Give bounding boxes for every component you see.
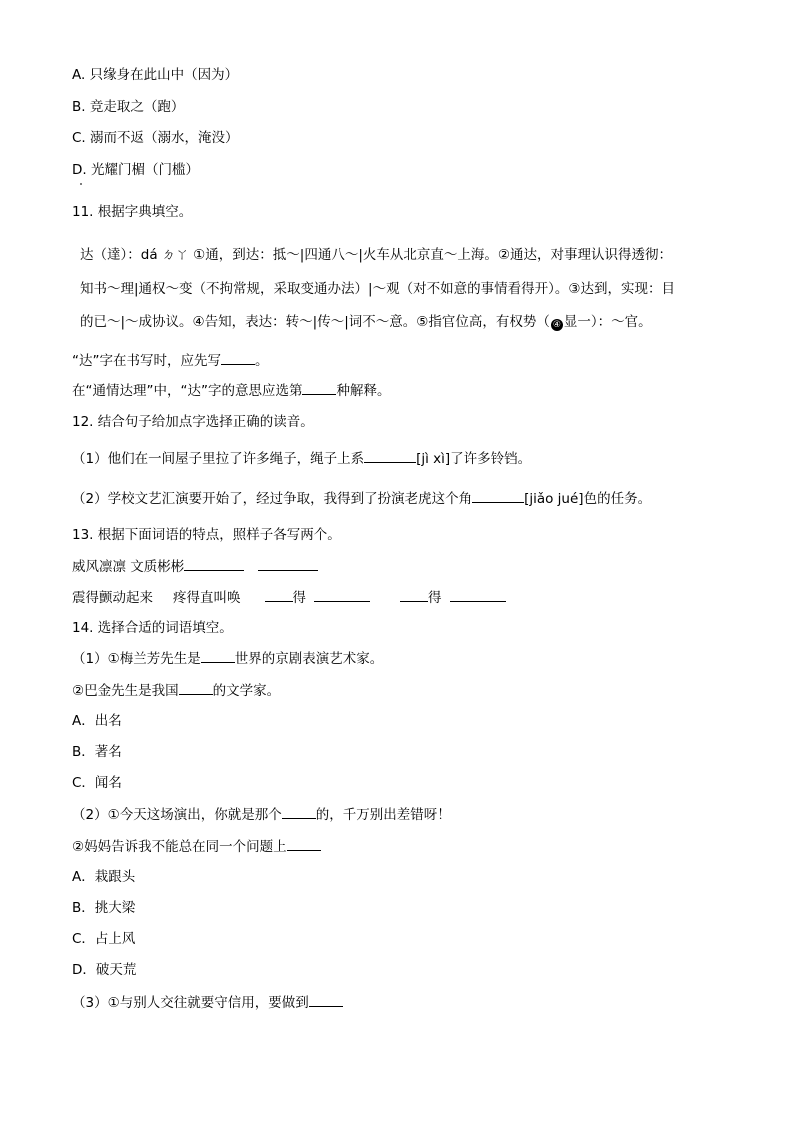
dictionary-entry-line-2: 知书～理|通权～变（不拘常规，采取变通办法）|～观（对不如意的事情看得开）。③达到，实现：目 — [80, 281, 675, 297]
answer-blank[interactable] — [201, 648, 235, 663]
answer-blank[interactable] — [221, 350, 255, 365]
choice-2b: B．挑大梁 — [72, 900, 136, 916]
answer-blank[interactable] — [282, 804, 316, 819]
question-13-row-2 — [72, 587, 506, 608]
p1c-text-b: 的文学家。 — [212, 683, 281, 699]
s2-text-b: [jiǎo jué]色的任务。 — [524, 491, 652, 507]
stray-dot — [80, 183, 82, 185]
de-char-1: 得 — [292, 590, 306, 606]
de-char-2: 得 — [428, 590, 442, 606]
choice-2a: A．栽跟头 — [72, 869, 136, 885]
p2-text-b: 的，千万别出差错呀！ — [315, 807, 451, 823]
answer-blank[interactable] — [302, 380, 336, 395]
question-12-sentence-1 — [72, 448, 531, 469]
answer-blank[interactable] — [258, 556, 318, 571]
s2-text-a: （2）学校文艺汇演要开始了，经过争取，我得到了扮演老虎这个角 — [72, 491, 473, 507]
example-words-2b: 疼得直叫唤 — [173, 590, 241, 606]
question-11-title: 11. 根据字典填空。 — [72, 204, 193, 220]
answer-blank[interactable] — [450, 587, 506, 602]
s1-text-b: [jì xì]了许多铃铛。 — [416, 451, 532, 467]
s1-text-a: （1）他们在一间屋子里拉了许多绳子，绳子上系 — [72, 451, 365, 467]
example-words-1: 威风凛凛 文质彬彬 — [72, 559, 185, 575]
choice-1a: A．出名 — [72, 713, 122, 729]
option-a: A. 只缘身在此山中（因为） — [72, 67, 239, 83]
dictionary-entry-line-3 — [80, 312, 652, 332]
answer-blank[interactable] — [184, 556, 244, 571]
p3-text-a: （3）①与别人交往就要守信用，要做到 — [72, 995, 309, 1011]
p1c-text-a: ②巴金先生是我国 — [72, 683, 179, 699]
p1-text-a: （1）①梅兰芳先生是 — [72, 651, 201, 667]
answer-blank[interactable] — [309, 992, 343, 1007]
choice-2c: C．占上风 — [72, 931, 136, 947]
sub2-text-a: 在“通情达理”中，“达”字的意思应选第 — [72, 383, 303, 399]
question-14-title: 14. 选择合适的词语填空。 — [72, 620, 233, 636]
question-13-row-1 — [72, 556, 318, 577]
choice-1b: B．著名 — [72, 744, 122, 760]
question-13-title: 13. 根据下面词语的特点，照样子各写两个。 — [72, 527, 341, 543]
answer-blank[interactable] — [314, 587, 370, 602]
answer-blank[interactable] — [364, 448, 416, 463]
question-12-sentence-2 — [72, 488, 651, 509]
dictionary-entry-line-1: 达（達）：dá ㄉㄚ ①通，到达：抵～|四通八～|火车从北京直～上海。②通达，对事理认识得透彻： — [80, 247, 672, 263]
dict3-text-a: 的已～|～成协议。④告知，表达：转～|传～|词不～意。⑤指官位高，有权势（ — [80, 314, 550, 330]
question-12-title: 12. 结合句子给加点字选择正确的读音。 — [72, 414, 314, 430]
answer-blank[interactable] — [400, 587, 428, 602]
answer-blank[interactable] — [287, 836, 321, 851]
choice-1c: C．闻名 — [72, 775, 122, 791]
choice-2d: D．破天荒 — [72, 962, 137, 978]
p2c-text: ②妈妈告诉我不能总在同一个问题上 — [72, 839, 287, 855]
question-11-sub-2 — [72, 380, 390, 401]
option-b: B. 竞走取之（跑） — [72, 99, 185, 115]
dict3-text-b: 显一）：～官。 — [563, 314, 652, 330]
question-14-part-3a — [72, 992, 343, 1013]
answer-blank[interactable] — [179, 680, 213, 695]
answer-blank[interactable] — [472, 488, 524, 503]
p1-text-b: 世界的京剧表演艺术家。 — [234, 651, 384, 667]
answer-blank[interactable] — [265, 587, 293, 602]
sub2-text-b: 种解释。 — [336, 383, 391, 399]
p2-text-a: （2）①今天这场演出，你就是那个 — [72, 807, 282, 823]
circled-number-four: ④ — [552, 320, 561, 330]
question-14-part-2a — [72, 804, 451, 825]
question-14-part-1b — [72, 680, 280, 701]
sub1-text-b: 。 — [255, 353, 269, 369]
question-14-part-1a — [72, 648, 383, 669]
option-d: D. 光耀门楣（门槛） — [72, 162, 199, 178]
sub1-text-a: “达”字在书写时，应先写 — [72, 353, 221, 369]
option-c: C. 溺而不返（溺水，淹没） — [72, 130, 239, 146]
example-words-2a: 震得颤动起来 — [72, 590, 153, 606]
question-14-part-2b — [72, 836, 321, 857]
question-11-sub-1 — [72, 350, 269, 371]
